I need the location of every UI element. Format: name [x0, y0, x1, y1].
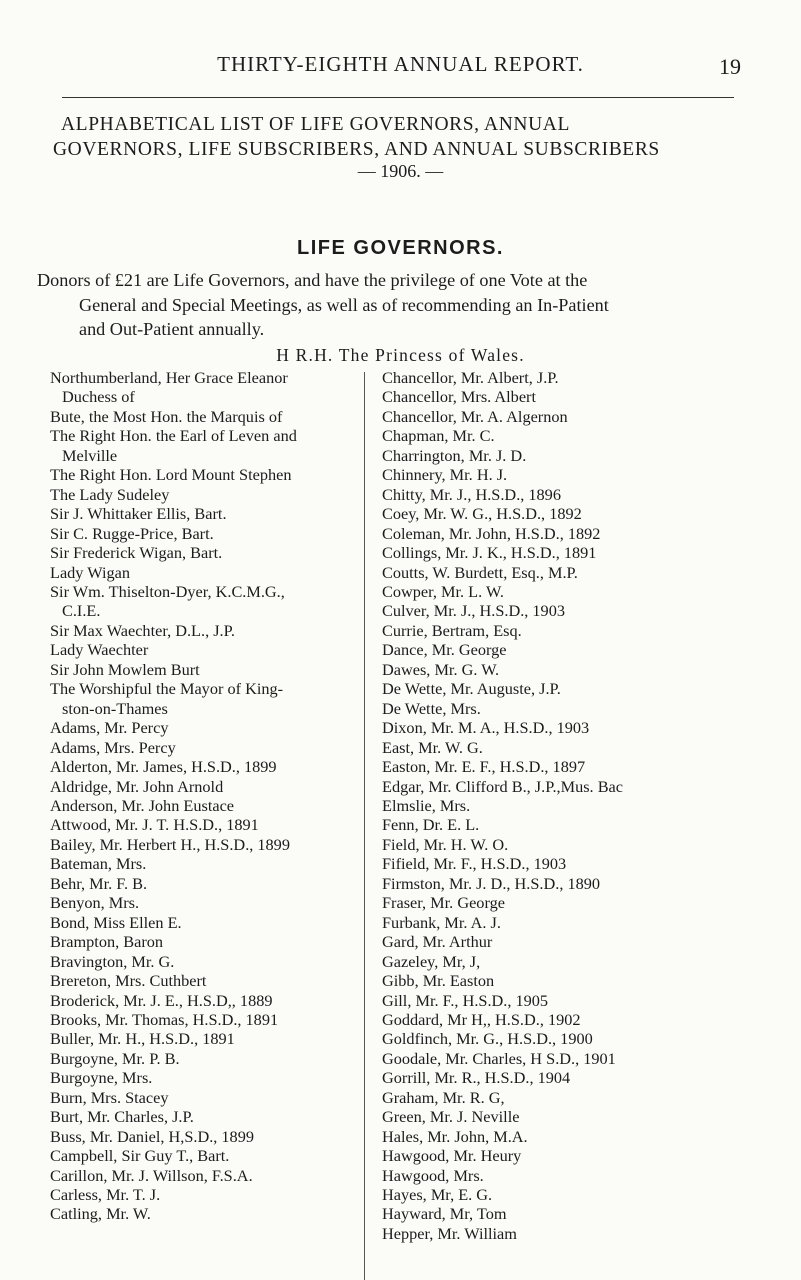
- list-item: The Right Hon. Lord Mount Stephen: [50, 465, 292, 485]
- list-item: Duchess of: [62, 387, 135, 407]
- list-item: Graham, Mr. R. G,: [382, 1087, 505, 1107]
- list-item: C.I.E.: [62, 601, 101, 621]
- intro-paragraph: [37, 268, 777, 342]
- list-item: Dawes, Mr. G. W.: [382, 659, 500, 679]
- list-item: East, Mr. W. G.: [382, 737, 483, 757]
- intro-line: and Out-Patient annually.: [79, 319, 265, 339]
- list-item: Coey, Mr. W. G., H.S.D., 1892: [382, 504, 582, 524]
- list-item: Goldfinch, Mr. G., H.S.D., 1900: [382, 1029, 593, 1049]
- list-item: Hales, Mr. John, M.A.: [382, 1126, 528, 1146]
- list-item: Gorrill, Mr. R., H.S.D., 1904: [382, 1068, 571, 1088]
- list-item: Burn, Mrs. Stacey: [50, 1087, 169, 1107]
- list-item: Chancellor, Mr. Albert, J.P.: [382, 368, 559, 387]
- list-item: Dance, Mr. George: [382, 640, 507, 660]
- list-item: Chapman, Mr. C.: [382, 426, 495, 446]
- list-item: Gazeley, Mr, J,: [382, 951, 481, 971]
- list-item: Hayward, Mr, Tom: [382, 1204, 507, 1224]
- list-item: Brampton, Baron: [50, 932, 164, 952]
- list-item: Brooks, Mr. Thomas, H.S.D., 1891: [50, 1009, 279, 1029]
- list-item: Bute, the Most Hon. the Marquis of: [50, 406, 283, 426]
- list-item: Aldridge, Mr. John Arnold: [50, 776, 224, 796]
- list-item: Hepper, Mr. William: [382, 1223, 517, 1243]
- list-item: Carillon, Mr. J. Willson, F.S.A.: [50, 1165, 253, 1185]
- list-item: Benyon, Mrs.: [50, 893, 140, 913]
- list-item: Gill, Mr. F., H.S.D., 1905: [382, 990, 549, 1010]
- list-item: Currie, Bertram, Esq.: [382, 620, 522, 640]
- main-heading-line-1: ALPHABETICAL LIST OF LIFE GOVERNORS, ANNUAL: [61, 114, 570, 135]
- list-item: Charrington, Mr. J. D.: [382, 445, 527, 465]
- intro-line: General and Special Meetings, as well as of recommending an In-Patient: [79, 294, 609, 315]
- list-item: Burgoyne, Mrs.: [50, 1068, 153, 1088]
- list-item: Adams, Mr. Percy: [50, 718, 169, 738]
- list-item: Campbell, Sir Guy T., Bart.: [50, 1146, 230, 1166]
- list-item: Sir Frederick Wigan, Bart.: [50, 543, 223, 563]
- list-item: Field, Mr. H. W. O.: [382, 834, 509, 854]
- list-item: Fenn, Dr. E. L.: [382, 815, 480, 835]
- page-header-title: THIRTY-EIGHTH ANNUAL REPORT.: [217, 52, 584, 76]
- list-item: Fraser, Mr. George: [382, 893, 505, 913]
- list-item: Anderson, Mr. John Eustace: [50, 795, 235, 815]
- list-item: Chitty, Mr. J., H.S.D., 1896: [382, 484, 561, 504]
- list-item: Furbank, Mr. A. J.: [382, 912, 501, 932]
- list-item: The Lady Sudeley: [50, 484, 170, 504]
- list-item: Gibb, Mr. Easton: [382, 971, 495, 991]
- list-item: Lady Waechter: [50, 640, 149, 660]
- list-item: Attwood, Mr. J. T. H.S.D., 1891: [50, 815, 259, 835]
- list-item: Adams, Mrs. Percy: [50, 737, 176, 757]
- list-item: Northumberland, Her Grace Eleanor: [50, 368, 288, 387]
- page-number: 19: [719, 54, 741, 79]
- list-item: De Wette, Mr. Auguste, J.P.: [382, 679, 561, 699]
- list-item: Hayes, Mr, E. G.: [382, 1185, 493, 1205]
- list-item: Chancellor, Mrs. Albert: [382, 387, 536, 407]
- list-item: Melville: [62, 445, 118, 465]
- list-item: Sir Max Waechter, D.L., J.P.: [50, 620, 235, 640]
- list-item: Sir John Mowlem Burt: [50, 659, 200, 679]
- list-item: Gard, Mr. Arthur: [382, 932, 493, 952]
- main-heading-line-2: GOVERNORS, LIFE SUBSCRIBERS, AND ANNUAL SUBSCRIBERS: [53, 139, 660, 160]
- list-item: Goodale, Mr. Charles, H S.D., 1901: [382, 1048, 616, 1068]
- intro-line: Donors of £21 are Life Governors, and have the privilege of one Vote at the: [37, 270, 588, 290]
- list-item: Dixon, Mr. M. A., H.S.D., 1903: [382, 718, 590, 738]
- list-item: Edgar, Mr. Clifford B., J.P.,Mus. Bac: [382, 776, 624, 796]
- list-item: Bailey, Mr. Herbert H., H.S.D., 1899: [50, 834, 290, 854]
- list-item: Goddard, Mr H,, H.S.D., 1902: [382, 1009, 581, 1029]
- list-item: Elmslie, Mrs.: [382, 795, 471, 815]
- list-item: Green, Mr. J. Neville: [382, 1107, 520, 1127]
- list-item: Chancellor, Mr. A. Algernon: [382, 406, 568, 426]
- list-item: Behr, Mr. F. B.: [50, 873, 148, 893]
- main-heading: [48, 112, 763, 162]
- list-item: Sir C. Rugge-Price, Bart.: [50, 523, 214, 543]
- list-item: Brereton, Mrs. Cuthbert: [50, 971, 207, 991]
- list-item: Broderick, Mr. J. E., H.S.D,, 1889: [50, 990, 273, 1010]
- patron-line: H R.H. The Princess of Wales.: [276, 345, 525, 365]
- list-item: Bravington, Mr. G.: [50, 951, 175, 971]
- list-item: Burgoyne, Mr. P. B.: [50, 1048, 180, 1068]
- list-item: The Right Hon. the Earl of Leven and: [50, 426, 297, 446]
- list-item: Fifield, Mr. F., H.S.D., 1903: [382, 854, 567, 874]
- report-year: — 1906. —: [357, 161, 444, 181]
- list-item: Bond, Miss Ellen E.: [50, 912, 182, 932]
- list-item: Chinnery, Mr. H. J.: [382, 465, 508, 485]
- list-item: Easton, Mr. E. F., H.S.D., 1897: [382, 757, 586, 777]
- list-item: Cowper, Mr. L. W.: [382, 581, 504, 601]
- list-item: Sir Wm. Thiselton-Dyer, K.C.M.G.,: [50, 581, 285, 601]
- right-column: [382, 368, 792, 1243]
- list-item: Carless, Mr. T. J.: [50, 1185, 161, 1205]
- list-item: Firmston, Mr. J. D., H.S.D., 1890: [382, 873, 601, 893]
- list-item: ston-on-Thames: [62, 698, 168, 718]
- column-divider: [364, 372, 365, 1280]
- list-item: Coutts, W. Burdett, Esq., M.P.: [382, 562, 578, 582]
- list-item: Buller, Mr. H., H.S.D., 1891: [50, 1029, 235, 1049]
- list-item: Buss, Mr. Daniel, H,S.D., 1899: [50, 1126, 254, 1146]
- list-item: Culver, Mr. J., H.S.D., 1903: [382, 601, 565, 621]
- list-item: Coleman, Mr. John, H.S.D., 1892: [382, 523, 601, 543]
- list-item: Hawgood, Mr. Heury: [382, 1146, 522, 1166]
- list-item: Burt, Mr. Charles, J.P.: [50, 1107, 194, 1127]
- list-item: Hawgood, Mrs.: [382, 1165, 484, 1185]
- list-item: De Wette, Mrs.: [382, 698, 481, 718]
- list-item: Bateman, Mrs.: [50, 854, 147, 874]
- left-column: [50, 368, 350, 1224]
- section-heading: LIFE GOVERNORS.: [297, 237, 504, 259]
- list-item: Catling, Mr. W.: [50, 1204, 151, 1224]
- list-item: Lady Wigan: [50, 562, 130, 582]
- list-item: Collings, Mr. J. K., H.S.D., 1891: [382, 543, 597, 563]
- list-item: The Worshipful the Mayor of King-: [50, 679, 284, 699]
- list-item: Alderton, Mr. James, H.S.D., 1899: [50, 757, 277, 777]
- list-item: Sir J. Whittaker Ellis, Bart.: [50, 504, 227, 524]
- header-rule: [62, 97, 734, 98]
